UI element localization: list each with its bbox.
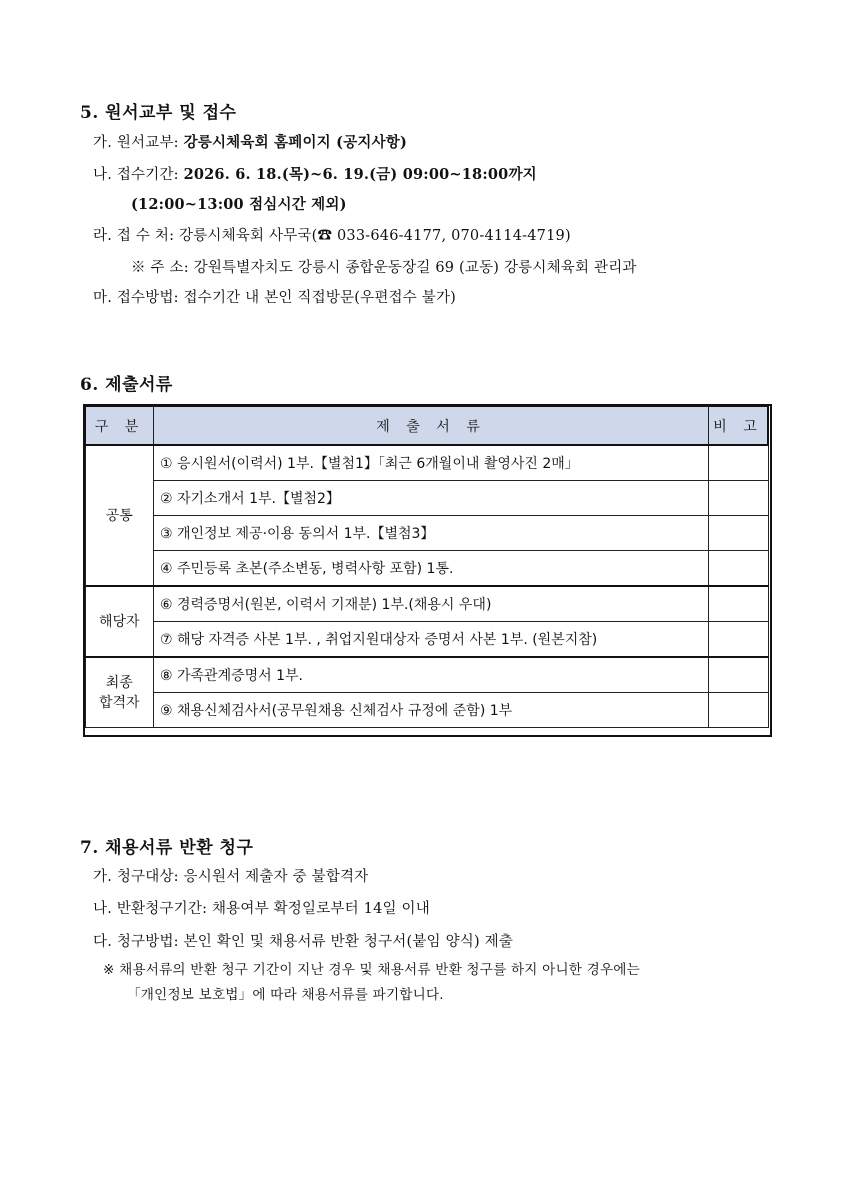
line-na-value: 2026. 6. 18.(목)~6. 19.(금) 09:00~18:00까지 [183,166,537,183]
section-5-line-na [93,163,537,184]
section-5-address: ※ 주 소: 강원특별자치도 강릉시 종합운동장길 69 (교동) 강릉시체육회 관리과 [131,260,637,276]
note-cell [709,551,769,587]
category-applicable: 해당자 [85,586,154,657]
section-7-note-line1: ※ 채용서류의 반환 청구 기간이 지난 경우 및 채용서류 반환 청구를 하지 아니한 경우에는 [103,962,640,978]
section-7-line-na: 나. 반환청구기간: 채용여부 확정일로부터 14일 이내 [93,901,430,917]
line-ga-value: 강릉시체육회 홈페이지 (공지사항) [183,134,408,151]
section-6-title: 6. 제출서류 [80,375,173,395]
section-5-line-ga [93,131,407,152]
category-common: 공통 [85,445,154,586]
table-row [85,657,768,693]
table-row [85,693,768,728]
document-item: ⑥ 경력증명서(원본, 이력서 기재분) 1부.(채용시 우대) [154,586,709,622]
note-cell [709,657,769,693]
document-item: ⑨ 채용신체검사서(공무원채용 신체검사 규정에 준함) 1부 [154,693,709,728]
section-7-line-da: 다. 청구방법: 본인 확인 및 채용서류 반환 청구서(붙임 양식) 제출 [93,934,514,950]
header-note: 비 고 [709,406,769,445]
documents-table [84,405,769,728]
section-5-title: 5. 원서교부 및 접수 [80,103,237,123]
table-header-row [85,406,768,445]
category-final-line1: 최종 [105,674,133,691]
note-cell [709,586,769,622]
note-cell [709,481,769,516]
table-row [85,445,768,481]
section-5-line-na-sub: (12:00~13:00 점심시간 제외) [131,196,347,213]
document-item: ④ 주민등록 초본(주소변동, 병력사항 포함) 1통. [154,551,709,587]
note-cell [709,693,769,728]
header-documents: 제 출 서 류 [154,406,709,445]
section-5-line-ma: 마. 접수방법: 접수기간 내 본인 직접방문(우편접수 불가) [93,290,457,306]
table-row [85,586,768,622]
table-row [85,516,768,551]
section-5-line-ra: 라. 접 수 처: 강릉시체육회 사무국(☎ 033-646-4177, 070-4114-4719) [93,228,571,244]
note-cell [709,445,769,481]
document-item: ⑧ 가족관계증명서 1부. [154,657,709,693]
table-row [85,622,768,658]
table-row [85,481,768,516]
line-na-label: 나. 접수기간: [93,167,184,183]
note-cell [709,516,769,551]
category-final [85,657,154,728]
line-ga-label: 가. 원서교부: [93,135,184,151]
document-item: ③ 개인정보 제공·이용 동의서 1부.【별첨3】 [154,516,709,551]
note-cell [709,622,769,658]
document-item: ⑦ 해당 자격증 사본 1부. , 취업지원대상자 증명서 사본 1부. (원본지참) [154,622,709,658]
header-category: 구 분 [85,406,154,445]
section-7-note-line2: 「개인정보 보호법」에 따라 채용서류를 파기합니다. [127,987,444,1003]
section-7-line-ga: 가. 청구대상: 응시원서 제출자 중 불합격자 [93,869,369,885]
category-final-line2: 합격자 [98,694,140,711]
table-row [85,551,768,587]
document-item: ② 자기소개서 1부.【별첨2】 [154,481,709,516]
section-7-title: 7. 채용서류 반환 청구 [80,838,254,858]
document-item: ① 응시원서(이력서) 1부.【별첨1】「최근 6개월이내 촬영사진 2매」 [154,445,709,481]
